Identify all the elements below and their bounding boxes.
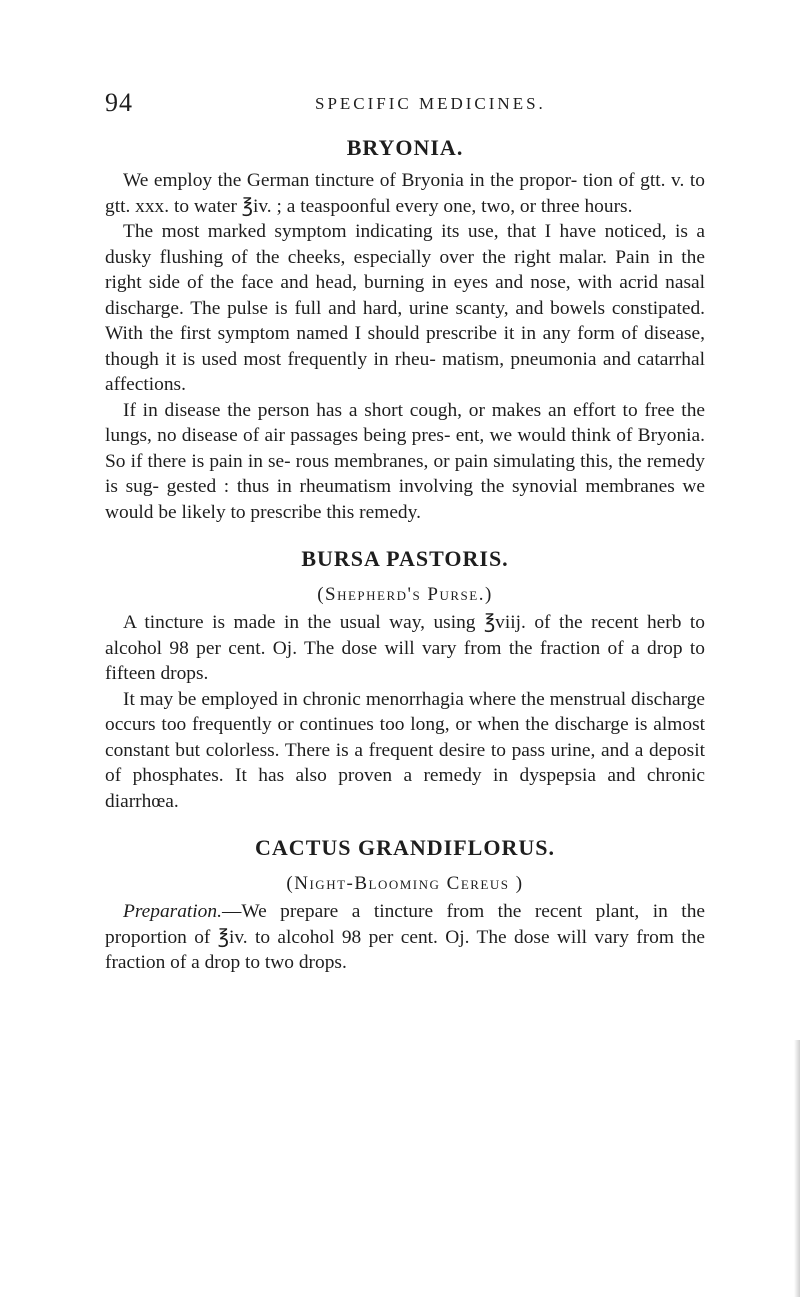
paragraph: We employ the German tincture of Bryonia in the propor- tion of gtt. v. to gtt. xxx. to water ℥iv. ; a teaspoonful every one, two, or three hours. <box>105 170 705 217</box>
paragraph: A tincture is made in the usual way, using ℥viij. of the recent herb to alcohol 98 per cent. Oj. The dose will vary from the fraction of a drop to fifteen drops. <box>105 612 705 684</box>
paragraph: If in disease the person has a short cough, or makes an effort to free the lungs, no disease of air passages being pres- ent, we would think of Bryonia. So if there is pain in se- rous membranes, or pain simulating this, the remedy is sug- gested : thus in rheumatism involving the synovial membranes we would be likely to prescribe this remedy. <box>105 399 705 523</box>
section-subtitle: (Night-Blooming Cereus ) <box>286 873 524 894</box>
page-number: 94 <box>105 88 133 117</box>
section-title: BURSA PASTORIS. <box>301 546 509 571</box>
paragraph: The most marked symptom indicating its use, that I have noticed, is a dusky flushing of the cheeks, especially over the right malar. Pain in the right side of the face and head, burning in eyes and nose, with acrid nasal discharge. The pulse is full and hard, urine scanty, and bowels constipated. With the first symptom named I should prescribe it in any form of disease, though it is used most frequently in rheu- matism, pneumonia and catarrhal affections. <box>105 221 705 395</box>
paragraph: It may be employed in chronic menorrhagia where the menstrual discharge occurs too frequently or continues too long, or when the discharge is almost constant but colorless. There is a frequent desire to pass urine, and a deposit of phosphates. It has also proven a remedy in dyspepsia and chronic diarrhœa. <box>105 688 705 812</box>
book-page <box>105 88 705 976</box>
section-title: CACTUS GRANDIFLORUS. <box>255 835 555 860</box>
running-head: SPECIFIC MEDICINES. <box>315 94 546 113</box>
preparation-text: —We prepare a tincture from the recent plant, in the proportion of ℥iv. to alcohol 98 per cent. Oj. The dose will vary from the fraction of a drop to two drops. <box>105 901 705 973</box>
preparation-label: Preparation. <box>123 901 222 922</box>
section-subtitle: (Shepherd's Purse.) <box>317 584 493 605</box>
section-bryonia <box>105 128 705 525</box>
page-header <box>105 88 705 128</box>
section-bursa-pastoris <box>105 539 705 814</box>
section-title: BRYONIA. <box>346 135 464 160</box>
paragraph <box>105 899 705 976</box>
section-cactus-grandiflorus <box>105 828 705 976</box>
page-edge-shadow <box>794 1040 800 1297</box>
